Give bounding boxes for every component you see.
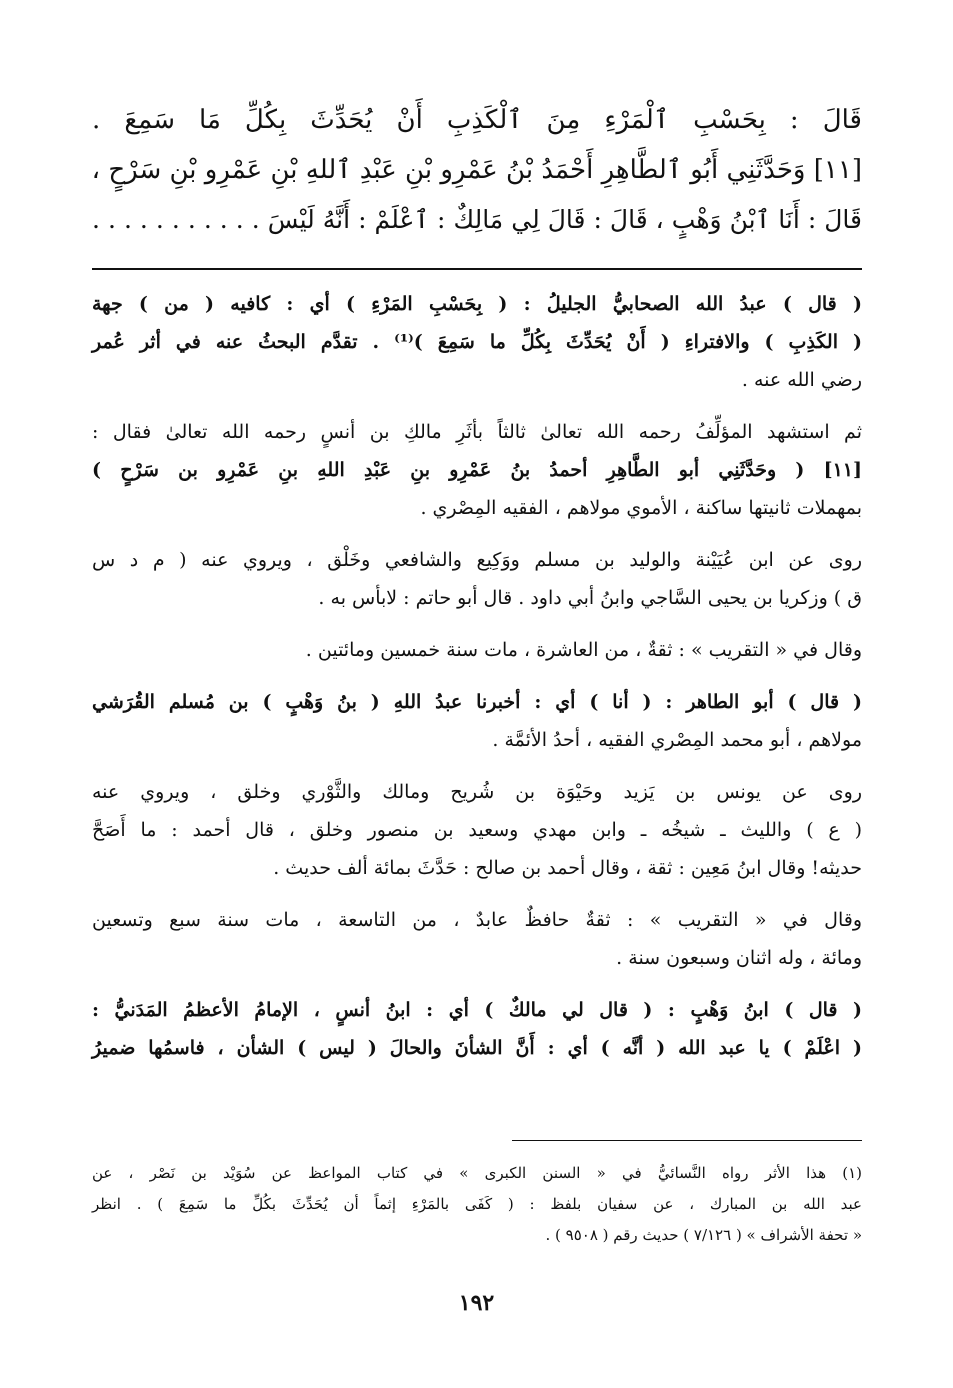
commentary-line: ( قال ) عبدُ الله الصحابيُّ الجليلُ : ( بِحَسْبِ المَرْءِ ) أي : كافيه ( من ) جهة [92,293,862,315]
hadith-text [92,95,862,245]
hadith-line: قَالَ : أَنَا ٱبْنُ وَهْبٍ ، قَالَ : قَالَ لِي مَالِكٌ : ٱعْلَمْ : أَنَّهُ لَيْسَ . . . . . . . . . . . [92,205,862,234]
commentary-line: ثم استشهد المؤلِّفُ رحمه الله تعالىٰ ثالثاً بأثَرِ مالكِ بن أنسٍ رحمه الله تعالىٰ فقال : [92,421,862,443]
commentary-line: ( اعْلَمْ ) يا عبد الله ( أنَّه ) أي : أَنَّ الشأنَ والحالَ ( ليس ) الشأن ، فاسمُها ضميرُ [92,1037,862,1059]
commentary-line: ( قال ) أبو الطاهر : ( أنا ) أي : أخبرنا عبدُ اللهِ ( بنُ وَهْبٍ ) بن مُسلم القُرَشي [92,691,862,713]
page-number: ١٩٢ [458,1290,495,1316]
commentary-line: [١١] ( وحَدَّثَنِي أبو الطَّاهِرِ أحمدُ بنُ عَمْرِو بنِ عَبْدِ اللهِ بنِ عَمْرِو بن سَرْحٍ ) [92,459,862,481]
commentary [92,285,862,1067]
footnote-line: (١) هذا الأثر رواه النَّسائيُّ في « السنن الكبرى » في كتاب المواعظ عن سُوَيْد بن نَصْر ، عن [92,1164,862,1182]
commentary-line: روى عن ابن عُيَيْنة والوليد بن مسلم ووَكِيع والشافعي وخَلْق ، ويروي عنه ( م د س [92,549,862,571]
footnote-line: عبد الله بن المبارك ، عن سفيان بلفظ : ( كَفَى بالمَرْءِ إثماً أن يُحَدِّثَ بكُلِّ ما سَمِعَ ) . انظر [92,1195,862,1213]
commentary-line: رضي الله عنه . [741,369,862,391]
commentary-line: روى عن يونس بن يَزيد وحَيْوَة بن شُريح ومالك والثَّوْري وخلق ، ويروي عنه [92,781,862,803]
commentary-line: ( الكَذِبِ ) والافتراءِ ( أَنْ يُحَدِّثَ بِكُلِّ ما سَمِعَ )⁽¹⁾ . تقدَّم البحثُ عنه في أثر عُمر [92,331,862,353]
commentary-line: ( قال ) ابنُ وَهْبٍ : ( قال لي مالكٌ ) أي : ابنُ أنسٍ ، الإمامُ الأعظمُ المَدَنيُّ : [92,999,862,1021]
main-divider [92,268,862,270]
commentary-line: ومائة ، وله اثنان وسبعون سنة . [616,947,862,969]
footnote-divider [512,1140,862,1141]
commentary-line: ( ع ) والليث ـ شيخُه ـ وابن مهدي وسعيد بن منصور وخلق ، قال أحمد : ما أَصَحَّ [92,819,862,841]
hadith-line: قَالَ : بِحَسْبِ ٱلْمَرْءِ مِنَ ٱلْكَذِبِ أَنْ يُحَدِّثَ بِكُلِّ مَا سَمِعَ . [92,105,862,135]
commentary-line: وقال في « التقريب » : ثقةٌ حافظٌ عابدٌ ، من التاسعة ، مات سنة سبع وتسعين [92,909,862,931]
commentary-line: حديثه! وقال ابنُ مَعِين : ثقة ، وقال أحمد بن صالح : حَدَّثَ بمائة ألف حديث . [273,857,862,879]
footnote-line: « تحفة الأشراف » ( ٧/١٢٦ ) حديث رقم ( ٩٥٠٨ ) . [545,1226,862,1244]
commentary-line: بمهملات ثانيتها ساكنة ، الأموي مولاهم ، الفقيه المِصْري . [420,497,862,519]
commentary-line: وقال في « التقريب » : ثقةٌ ، من العاشرة ، مات سنة خمسين ومائتين . [305,639,862,661]
commentary-line: مولاهم ، أبو محمد المِصْري الفقيه ، أحدُ الأئمَّة . [492,729,862,751]
hadith-line: [١١] وَحَدَّثَنِي أَبُو ٱلطَّاهِرِ أَحْمَدُ بْنُ عَمْرِو بْنِ عَبْدِ ٱللهِ بْنِ عَمْرِو بْنِ سَرْحٍ ، [91,155,862,185]
footnote [92,1158,862,1251]
commentary-line: ق ) وزكريا بن يحيى السَّاجي وابنُ أبي داود . قال أبو حاتم : لابأس به . [318,587,862,609]
